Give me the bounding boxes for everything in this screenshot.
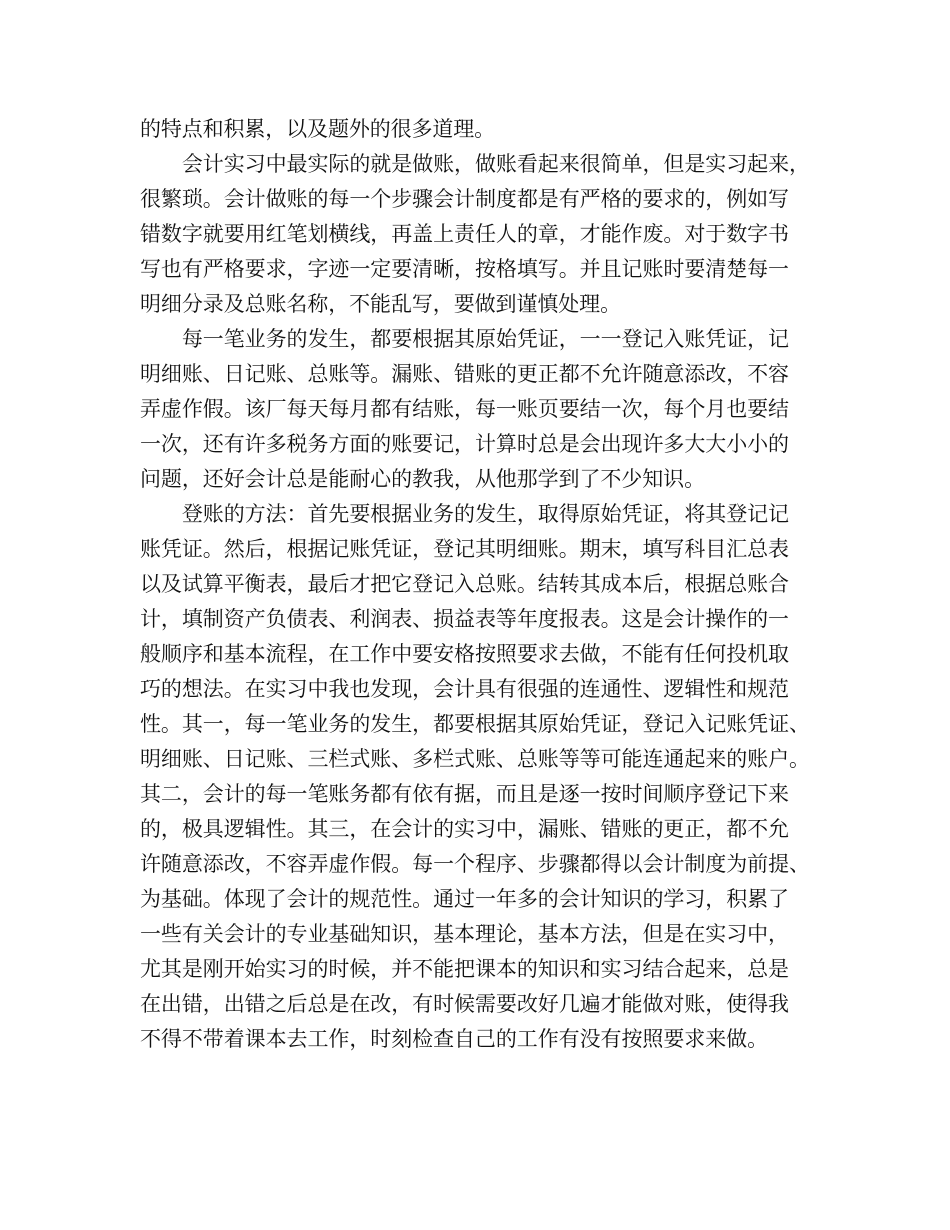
- text-line: 会计实习中最实际的就是做账，做账看起来很简单，但是实习起来，: [140, 152, 810, 176]
- text-line: 许随意添改，不容弄虚作假。每一个程序、步骤都得以会计制度为前提、: [140, 852, 810, 876]
- text-line: 其二，会计的每一笔账务都有依有据，而且是逐一按时间顺序登记下来: [140, 782, 789, 806]
- text-line: 弄虚作假。该厂每天每月都有结账，每一账页要结一次，每个月也要结: [140, 397, 789, 421]
- text-line: 写也有严格要求，字迹一定要清晰，按格填写。并且记账时要清楚每一: [140, 257, 789, 281]
- text-line: 问题，还好会计总是能耐心的教我，从他那学到了不少知识。: [140, 467, 705, 491]
- text-line: 很繁琐。会计做账的每一个步骤会计制度都是有严格的要求的，例如写: [140, 187, 789, 211]
- text-line: 登账的方法：首先要根据业务的发生，取得原始凭证，将其登记记: [140, 502, 789, 526]
- text-line: 一些有关会计的专业基础知识，基本理论，基本方法，但是在实习中，: [140, 922, 789, 946]
- text-line: 明细账、日记账、三栏式账、多栏式账、总账等等可能连通起来的账户。: [140, 747, 810, 771]
- text-line: 在出错，出错之后总是在改，有时候需要改好几遍才能做对账，使得我: [140, 992, 789, 1016]
- text-line: 明细账、日记账、总账等。漏账、错账的更正都不允许随意添改，不容: [140, 362, 789, 386]
- text-line: 一次，还有许多税务方面的账要记，计算时总是会出现许多大大小小的: [140, 432, 789, 456]
- text-line: 每一笔业务的发生，都要根据其原始凭证，一一登记入账凭证，记: [140, 327, 789, 351]
- text-line: 以及试算平衡表，最后才把它登记入总账。结转其成本后，根据总账合: [140, 572, 789, 596]
- text-line: 尤其是刚开始实习的时候，并不能把课本的知识和实习结合起来，总是: [140, 957, 789, 981]
- text-line: 巧的想法。在实习中我也发现，会计具有很强的连通性、逻辑性和规范: [140, 677, 789, 701]
- text-line: 计，填制资产负债表、利润表、损益表等年度报表。这是会计操作的一: [140, 607, 789, 631]
- text-line: 账凭证。然后，根据记账凭证，登记其明细账。期末，填写科目汇总表: [140, 537, 789, 561]
- text-line: 般顺序和基本流程，在工作中要安格按照要求去做，不能有任何投机取: [140, 642, 789, 666]
- text-line: 性。其一，每一笔业务的发生，都要根据其原始凭证，登记入记账凭证、: [140, 712, 810, 736]
- text-line: 不得不带着课本去工作，时刻检查自己的工作有没有按照要求来做。: [140, 1027, 768, 1051]
- text-line: 错数字就要用红笔划横线，再盖上责任人的章，才能作废。对于数字书: [140, 222, 789, 246]
- text-line: 的，极具逻辑性。其三，在会计的实习中，漏账、错账的更正，都不允: [140, 817, 789, 841]
- text-line: 的特点和积累，以及题外的很多道理。: [140, 117, 495, 141]
- text-line: 为基础。体现了会计的规范性。通过一年多的会计知识的学习，积累了: [140, 887, 789, 911]
- text-line: 明细分录及总账名称，不能乱写，要做到谨慎处理。: [140, 292, 621, 316]
- body-text: [140, 112, 820, 1057]
